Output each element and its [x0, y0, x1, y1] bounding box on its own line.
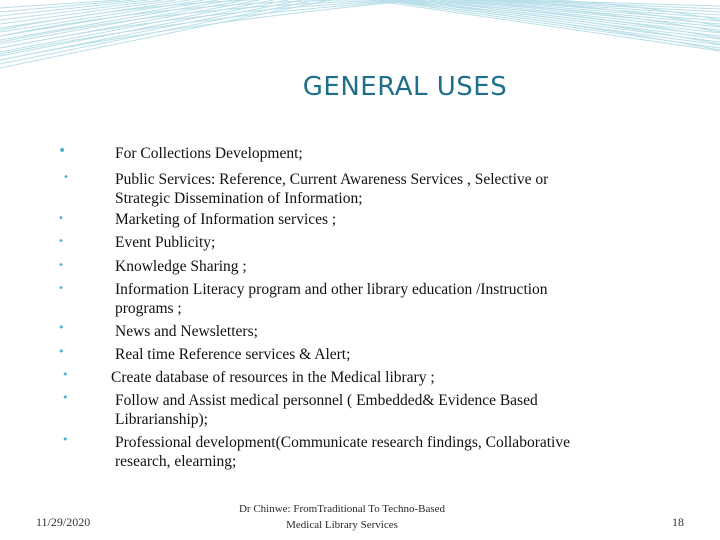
list-item-line: Information Literacy program and other library education /Instruction — [115, 281, 548, 298]
bullet-icon: • — [58, 143, 67, 159]
list-item-line: Create database of resources in the Medical library ; — [111, 369, 435, 386]
bullet-icon: • — [62, 433, 69, 446]
list-item-line: Marketing of Information services ; — [115, 211, 337, 228]
list-item-line: News and Newsletters; — [115, 323, 258, 340]
bullet-icon: • — [58, 345, 65, 358]
list-item — [115, 257, 247, 276]
list-item-line: Knowledge Sharing ; — [115, 258, 247, 275]
list-item — [115, 345, 350, 364]
list-item-line: Public Services: Reference, Current Awareness Services , Selective or — [115, 171, 549, 188]
footer-caption — [220, 501, 464, 533]
bullet-icon: • — [58, 283, 64, 294]
bullet-icon: • — [58, 260, 64, 271]
footer-date: 11/29/2020 — [36, 515, 91, 529]
list-item-line: Real time Reference services & Alert; — [115, 346, 351, 363]
list-item — [115, 280, 548, 318]
list-item-line: Strategic Dissemination of Information; — [115, 190, 363, 207]
list-item — [115, 233, 215, 252]
list-item-line: programs ; — [115, 300, 182, 317]
list-item-line: Librarianship); — [115, 411, 208, 428]
list-item — [115, 391, 538, 429]
list-item-line: Event Publicity; — [115, 234, 216, 251]
list-item — [115, 433, 570, 471]
footer-caption-line: Dr Chinwe: FromTraditional To Techno-Based — [238, 503, 446, 515]
list-item — [115, 170, 548, 208]
list-item — [115, 322, 258, 341]
bullet-icon: • — [58, 213, 64, 224]
bullet-icon: • — [58, 236, 64, 247]
list-item — [115, 144, 303, 163]
list-item-line: research, elearning; — [115, 453, 237, 470]
bullet-icon: • — [62, 391, 69, 404]
page-number: 18 — [672, 515, 684, 529]
list-item-line: For Collections Development; — [115, 145, 303, 162]
list-item-line: Professional development(Communicate research findings, Collaborative — [115, 434, 570, 451]
list-item-line: Follow and Assist medical personnel ( Embedded& Evidence Based — [115, 392, 538, 409]
slide-title: GENERAL USES — [302, 72, 508, 102]
bullet-icon: • — [63, 172, 69, 183]
list-item — [115, 210, 336, 229]
bullet-icon: • — [62, 368, 69, 381]
footer-caption-line: Medical Library Services — [286, 519, 398, 531]
bullet-icon: • — [58, 321, 65, 334]
list-item — [111, 368, 435, 387]
